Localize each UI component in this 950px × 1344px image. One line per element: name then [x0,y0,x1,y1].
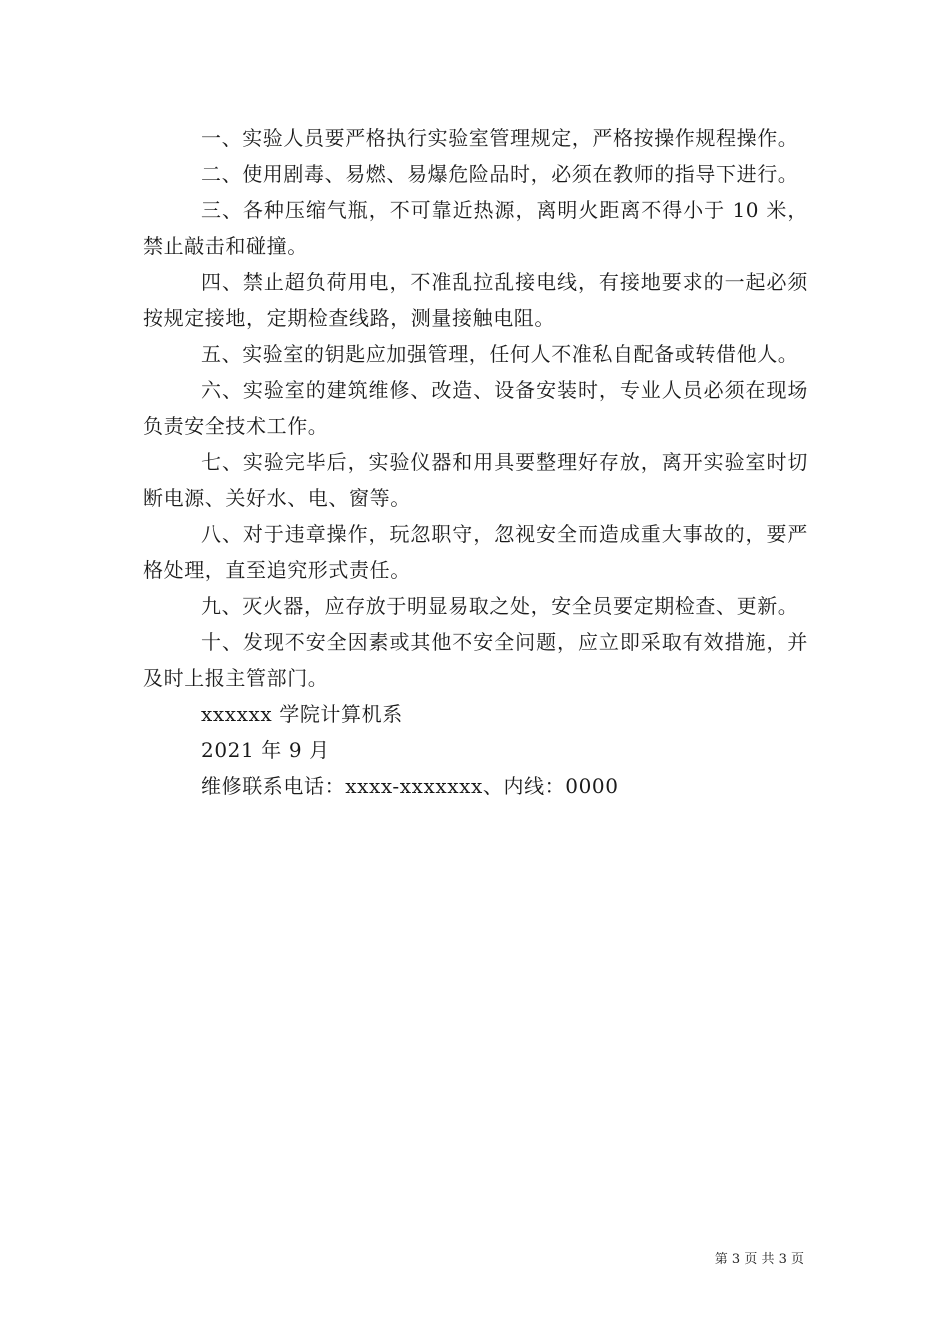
signature-org: xxxxxx 学院计算机系 [201,702,403,726]
signature-contact: 维修联系电话：xxxx-xxxxxxx、内线：0000 [201,774,619,798]
page-number-footer: 第 3 页 共 3 页 [714,1252,804,1267]
rule-paragraph-5: 五、实验室的钥匙应加强管理，任何人不准私自配备或转借他人。 [201,342,799,366]
rule-paragraph-9: 九、灭火器，应存放于明显易取之处，安全员要定期检查、更新。 [201,594,799,618]
rule-paragraph-8: 八、对于违章操作，玩忽职守，忽视安全而造成重大事故的，要严格处理，直至追究形式责任。 [143,522,808,582]
rule-paragraph-4: 四、禁止超负荷用电，不准乱拉乱接电线，有接地要求的一起必须按规定接地，定期检查线路，测量接触电阻。 [143,270,808,330]
signature-date: 2021 年 9 月 [201,738,330,762]
rule-paragraph-2: 二、使用剧毒、易燃、易爆危险品时，必须在教师的指导下进行。 [201,162,799,186]
rule-paragraph-10: 十、发现不安全因素或其他不安全问题，应立即采取有效措施，并及时上报主管部门。 [143,630,808,690]
rule-paragraph-7: 七、实验完毕后，实验仪器和用具要整理好存放，离开实验室时切断电源、关好水、电、窗等。 [143,450,808,510]
rule-paragraph-1: 一、实验人员要严格执行实验室管理规定，严格按操作规程操作。 [201,126,799,150]
rule-paragraph-6: 六、实验室的建筑维修、改造、设备安装时，专业人员必须在现场负责安全技术工作。 [143,378,808,438]
rule-paragraph-3: 三、各种压缩气瓶，不可靠近热源，离明火距离不得小于 10 米，禁止敲击和碰撞。 [143,198,808,258]
document-body [143,120,808,804]
